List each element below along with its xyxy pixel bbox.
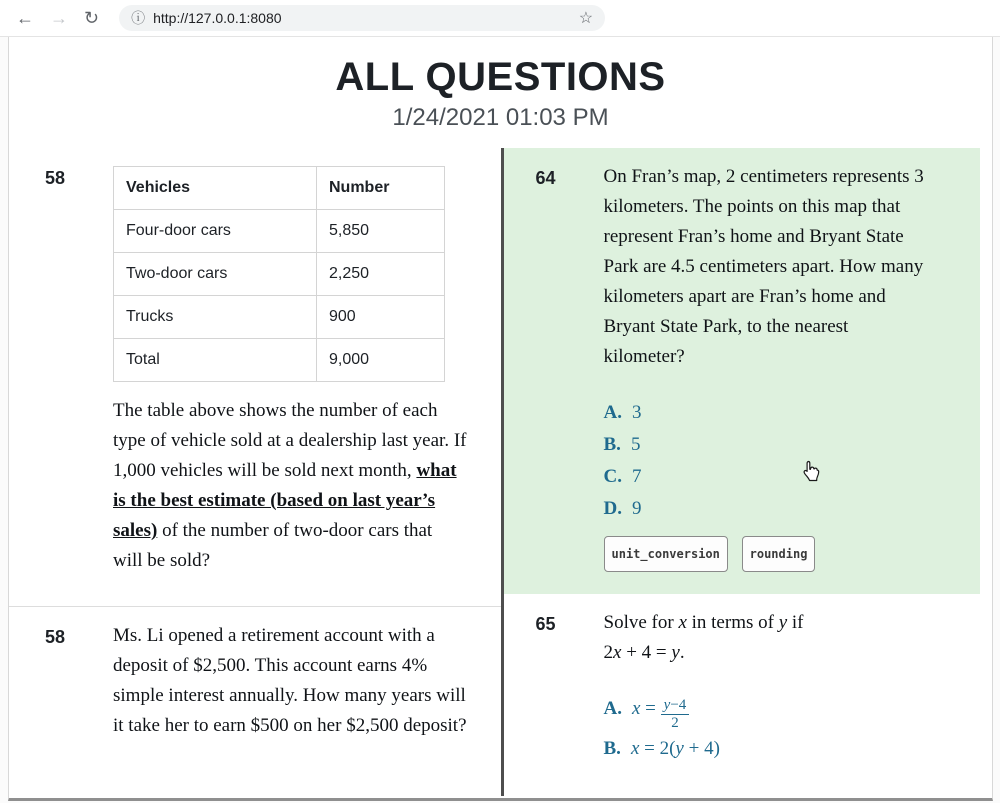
question-64[interactable] (504, 148, 981, 594)
table-row (114, 253, 445, 296)
question-content (604, 608, 981, 766)
question-text: Ms. Li opened a retirement account with a deposit of $2,500. This account earns 4% simple interest annually. How many years will it take her to earn $500 on her $2,500 deposit? (113, 625, 467, 736)
vehicles-table (113, 166, 445, 382)
choice-c[interactable] (604, 462, 933, 492)
choice-letter: A. (603, 698, 622, 719)
expression-text: = 2( (639, 738, 676, 759)
question-65[interactable] (504, 594, 981, 796)
math-var-y: y (675, 738, 684, 759)
choice-letter: B. (603, 434, 621, 455)
table-cell: Total (114, 339, 317, 382)
equation-text: + 4 = (621, 642, 672, 663)
url-text[interactable]: http://127.0.0.1:8080 (153, 10, 282, 26)
question-number: 65 (535, 614, 556, 634)
choice-letter: C. (603, 466, 622, 487)
table-row (114, 339, 445, 382)
math-var-x: x (631, 698, 641, 719)
choice-value: 7 (631, 466, 642, 487)
choice-d[interactable] (604, 494, 933, 524)
equation-number: 2 (603, 642, 613, 663)
page-info-icon[interactable]: ⓘ (131, 10, 146, 26)
timestamp: 1/24/2021 01:03 PM (392, 104, 609, 131)
answer-choices (604, 694, 933, 764)
question-number: 58 (45, 627, 66, 647)
question-text: On Fran’s map, 2 centimeters represents 3 kilometers. The points on this map that represent Fran’s home and Bryant State Park are 4.5 centimeters apart. How many kilometers apart are Fran’s home and Bryant State Park, to the nearest kilometer? (603, 166, 924, 367)
math-var-y: y (671, 642, 680, 663)
expression-text: + 4) (683, 738, 720, 759)
question-number: 64 (535, 168, 556, 188)
choice-b[interactable] (604, 734, 933, 764)
table-row (114, 296, 445, 339)
table-header-vehicles: Vehicles (114, 167, 317, 210)
bookmark-star-icon[interactable]: ☆ (578, 10, 594, 27)
questions-column-right (501, 148, 993, 796)
tags-row (604, 536, 933, 572)
table-cell: Two-door cars (114, 253, 317, 296)
page-title: ALL QUESTIONS (335, 55, 666, 99)
browser-toolbar (0, 0, 1000, 37)
question-text (604, 608, 933, 668)
table-cell: 2,250 (317, 253, 445, 296)
question-content (604, 162, 981, 572)
reload-icon[interactable]: ↻ (84, 8, 100, 28)
choice-value: 9 (631, 498, 642, 519)
forward-icon[interactable]: → (50, 8, 68, 28)
question-58-table[interactable] (9, 148, 501, 606)
fraction (661, 697, 690, 733)
table-cell: Trucks (114, 296, 317, 339)
question-text-before: The table above shows the number of each type of vehicle sold at a dealership last year. If 1,000 vehicles will be sold next month, (113, 400, 467, 481)
equals-sign: = (640, 698, 661, 719)
math-var-x: x (630, 738, 640, 759)
question-text (113, 396, 467, 576)
table-cell: Four-door cars (114, 210, 317, 253)
prompt-text: if (787, 612, 804, 633)
page-content (8, 37, 993, 801)
question-content (113, 162, 501, 576)
numerator-rest: −4 (670, 696, 687, 713)
question-text-emphasis: what is the best estimate (based on last year’s sales) (113, 460, 457, 541)
math-var-y: y (778, 612, 788, 633)
math-var-x: x (613, 642, 622, 663)
choice-value: 5 (630, 434, 641, 455)
address-bar[interactable] (119, 5, 605, 31)
choice-letter: A. (603, 402, 622, 423)
table-cell: 5,850 (317, 210, 445, 253)
fraction-numerator (661, 697, 690, 715)
table-header-row (114, 167, 445, 210)
table-row (114, 210, 445, 253)
table-header-number: Number (317, 167, 445, 210)
tag-unit-conversion: unit_conversion (604, 536, 728, 572)
choice-a[interactable] (604, 694, 933, 732)
table-cell: 9,000 (317, 339, 445, 382)
questions-column-left (9, 148, 501, 796)
back-icon[interactable]: ← (16, 8, 34, 28)
prompt-text: in terms of (686, 612, 779, 633)
math-var-y: y (663, 696, 671, 713)
question-58-retirement[interactable] (9, 606, 501, 771)
fraction-denominator: 2 (671, 714, 679, 731)
choice-a[interactable] (604, 398, 933, 428)
choice-letter: B. (603, 738, 621, 759)
choice-b[interactable] (604, 430, 933, 460)
table-cell: 900 (317, 296, 445, 339)
tag-rounding: rounding (742, 536, 816, 572)
choice-letter: D. (603, 498, 622, 519)
answer-choices (604, 398, 933, 524)
question-number: 58 (45, 168, 66, 188)
math-var-x: x (678, 612, 687, 633)
question-content (113, 621, 501, 741)
prompt-text: Solve for (603, 612, 679, 633)
equation-text: . (679, 642, 685, 663)
questions-grid (9, 148, 992, 796)
question-text-after: of the number of two-door cars that will be sold? (113, 520, 433, 571)
choice-value: 3 (631, 402, 642, 423)
